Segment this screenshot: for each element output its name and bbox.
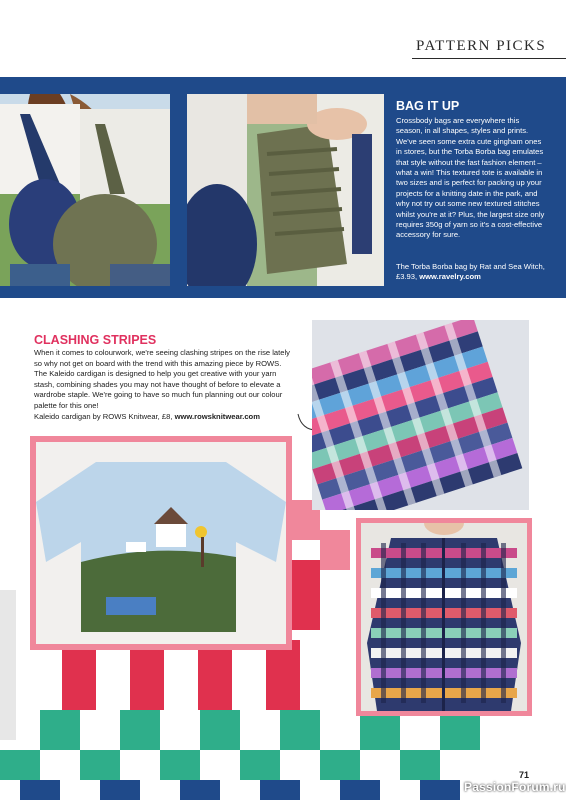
stripes-credit — [34, 412, 296, 421]
bag-heading: BAG IT UP — [396, 99, 460, 113]
section-title: PATTERN PICKS — [416, 38, 547, 54]
watermark: PassionForum.ru — [464, 780, 566, 794]
page-number: 71 — [519, 770, 530, 780]
bag-credit-text: The Torba Borba bag by Rat and Sea Witch, £3.93, — [396, 262, 545, 282]
stripes-credit-text: Kaleido cardigan by ROWS Knitwear, £8, — [34, 412, 175, 421]
bag-credit — [396, 262, 546, 283]
swatch-photo — [312, 320, 529, 510]
section-rule — [412, 58, 566, 59]
stripes-heading: CLASHING STRIPES — [34, 333, 157, 347]
bag-photo-left — [0, 94, 170, 286]
cardigan-photo — [361, 523, 527, 711]
stripes-credit-link[interactable]: www.rowsknitwear.com — [174, 412, 260, 421]
stripes-body: When it comes to colourwork, we're seeing clashing stripes on the rise lately so why not get on board with the trend with this amazing piece by ROWS. The Kaleido cardigan is designed to help you get creative with your yarn stash, combining shades you may not have thought of before to elevate a wardrobe staple. We're going to have so much fun planning out our colour palette for this one! — [34, 348, 290, 410]
bag-credit-link[interactable]: www.ravelry.com — [419, 272, 481, 282]
bag-body: Crossbody bags are everywhere this season, in all shapes, styles and prints. We've seen some extra cute gingham ones in stores, but the Torba Borba bag emulates that style without the fast fashion element – what a win! This textured tote is available in two sizes and is perfect for packing up your projects for a knitting date in the park, and why not try out some new textured stitches whilst you're at it? Plus, the largest size only requires 350g of yarn so it's a cost-effective accessory for sure. — [396, 116, 545, 240]
bag-photo-right — [187, 94, 384, 286]
sweater-photo — [36, 442, 286, 644]
